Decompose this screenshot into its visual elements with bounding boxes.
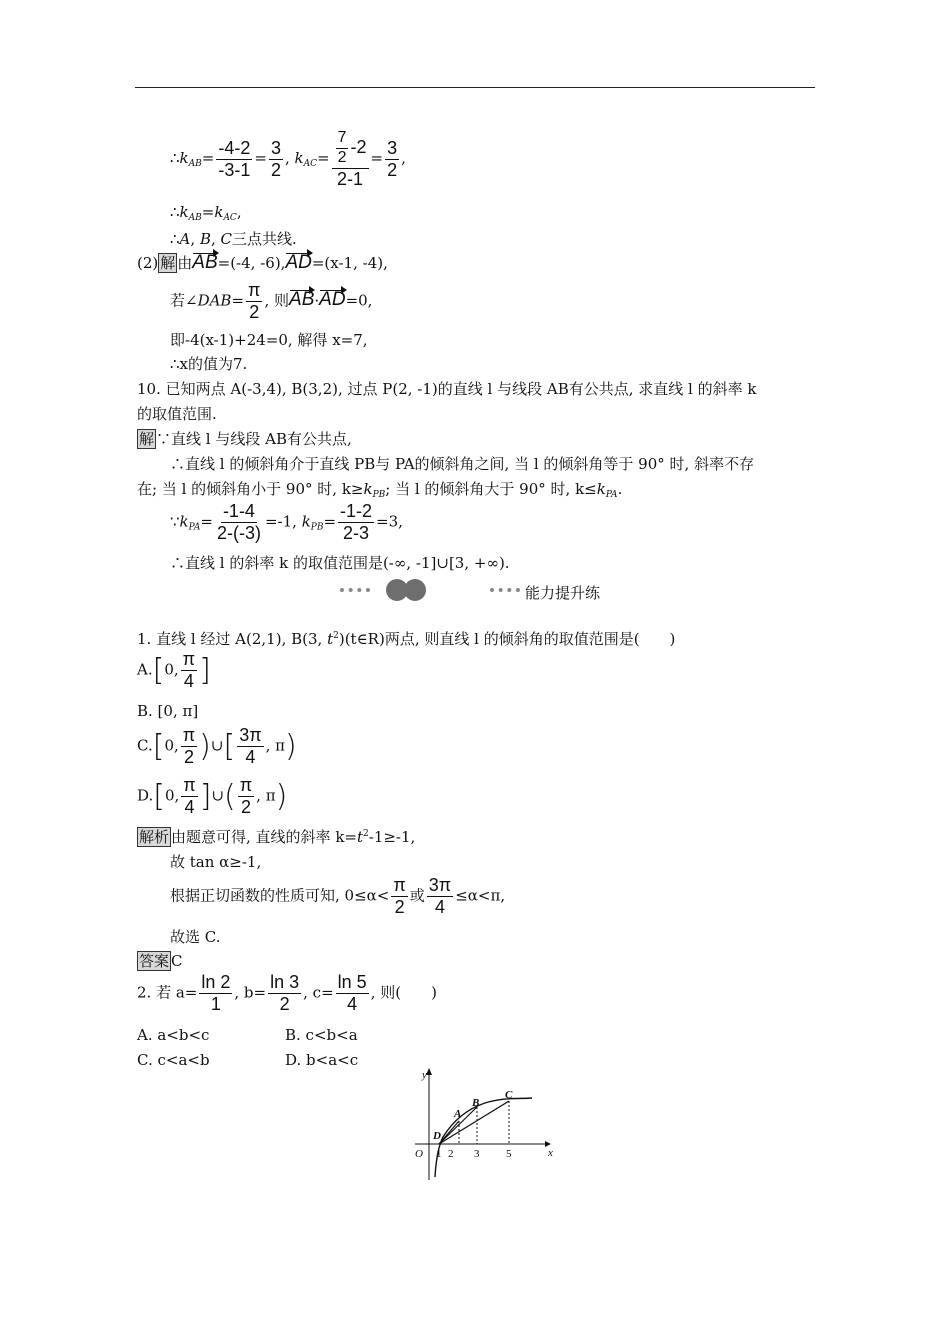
option-d: D.[0, $\frac{\pi}{4}$ ]∪( $\frac{\pi}{2}$ , π) xyxy=(137,775,288,817)
option-a: A. a<b<c xyxy=(137,1026,210,1044)
analysis-line: 故 tan α≥-1, xyxy=(170,853,262,871)
tick-1: 1 xyxy=(436,1148,442,1160)
question-1: 1. 直线 l 经过 A(2,1), B(3, $t^2)(t\in R)$两点, 则直线 l 的倾斜角的取值范围是( ) xyxy=(137,630,676,648)
dots-decoration xyxy=(340,588,370,596)
question-10: 10. 已知两点 A(-3,4), B(3,2), 过点 P(2, -1)的直线 l 与线段 AB有公共点, 求直线 l 的斜率 k xyxy=(137,380,757,398)
circle-decoration xyxy=(404,579,426,601)
ln-graph xyxy=(405,1065,555,1185)
point-b: B xyxy=(472,1097,480,1109)
solution-line: 解 ∵直线 l 与线段 AB有公共点, xyxy=(139,430,352,448)
tick-3: 3 xyxy=(474,1148,480,1160)
option-b: B. c<b<a xyxy=(285,1026,358,1044)
option-b: B. [0, π] xyxy=(137,702,199,720)
fraction: $\frac{7}{2}$ -2 2-1 xyxy=(332,130,369,188)
solution-line: 在; 当 l 的倾斜角小于 90° 时, $k\ge k_{PB}$; 当 l 的倾斜角大于 90° 时, $k\le k_{PA}$. xyxy=(137,480,623,500)
header-rule xyxy=(135,87,815,88)
analysis-line: 解析 由题意可得, 直线的斜率 $k=t^2-1\ge-1$, xyxy=(139,828,416,846)
section-header xyxy=(340,578,620,606)
chord-da xyxy=(439,1121,459,1144)
point-c: C xyxy=(505,1089,513,1101)
question-2: 2. 若 a= $\frac{\ln 2}{1}$ , b= $\frac{\ln 3}{2}$ , c= $\frac{\ln 5}{4}$ , 则( ) xyxy=(137,972,437,1014)
option-c: C.[0, $\frac{\pi}{2}$ )∪[ $\frac{3\pi}{4}$ , π) xyxy=(137,725,297,767)
section-title: 能力提升练 xyxy=(525,584,601,602)
x-label: x xyxy=(548,1147,553,1159)
option-c: C. c<a<b xyxy=(137,1051,210,1069)
dots-decoration xyxy=(490,588,520,596)
slope-line: $\therefore k_{AB}=$ $\frac{-4-2}{-3-1}$ = $\frac{3}{2}$ , $k_{AC}=$ $\frac{7}{2}$ -2 2-1 = $\frac{3}{2}$ , xyxy=(170,129,406,189)
option-d: D. b<a<c xyxy=(285,1051,359,1069)
text-line: ∴x的值为7. xyxy=(170,355,248,373)
solution-line: ∴直线 l 的倾斜角介于直线 PB与 PA的倾斜角之间, 当 l 的倾斜角等于 90° 时, 斜率不存 xyxy=(170,455,755,473)
text-line: $\therefore k_{AB}=k_{AC}$, xyxy=(170,203,242,223)
jie-label: 解 xyxy=(160,254,176,272)
fraction: $\frac{-4-2}{-3-1}$ xyxy=(218,137,251,180)
text-line: (2) 解 由AB=(-4, -6),AD=(x-1, -4), xyxy=(137,252,388,273)
text-line: 若∠DAB= $\frac{\pi}{2}$ , 则AB·AD=0, xyxy=(170,280,373,322)
y-arrow xyxy=(426,1068,432,1075)
tick-5: 5 xyxy=(506,1148,512,1160)
tick-2: 2 xyxy=(448,1148,454,1160)
point-a: A xyxy=(454,1108,462,1120)
answer-line: 答案 C xyxy=(139,952,183,970)
analysis-line: 根据正切函数的性质可知, 0≤α< $\frac{\pi}{2}$ 或 $\frac{3\pi}{4}$ ≤α<π, xyxy=(170,875,506,917)
analysis-line: 故选 C. xyxy=(170,928,221,946)
y-label: y xyxy=(422,1069,427,1081)
text-line: ∴A, B, C三点共线. xyxy=(170,230,297,248)
solution-line: $\because k_{PA}=$ $\frac{-1-4}{2-(-3)}$ =-1, $k_{PB}=$ $\frac{-1-2}{2-3}$ =3, xyxy=(170,501,403,543)
question-10: 的取值范围. xyxy=(137,405,217,423)
text-line: 即-4(x-1)+24=0, 解得 x=7, xyxy=(170,331,368,349)
origin-label: O xyxy=(415,1148,423,1160)
point-d: D xyxy=(433,1130,441,1142)
solution-line: ∴直线 l 的斜率 k 的取值范围是(-∞, -1]∪[3, +∞). xyxy=(170,554,510,572)
option-a: A.[0, $\frac{\pi}{4}$ ] xyxy=(137,649,211,691)
